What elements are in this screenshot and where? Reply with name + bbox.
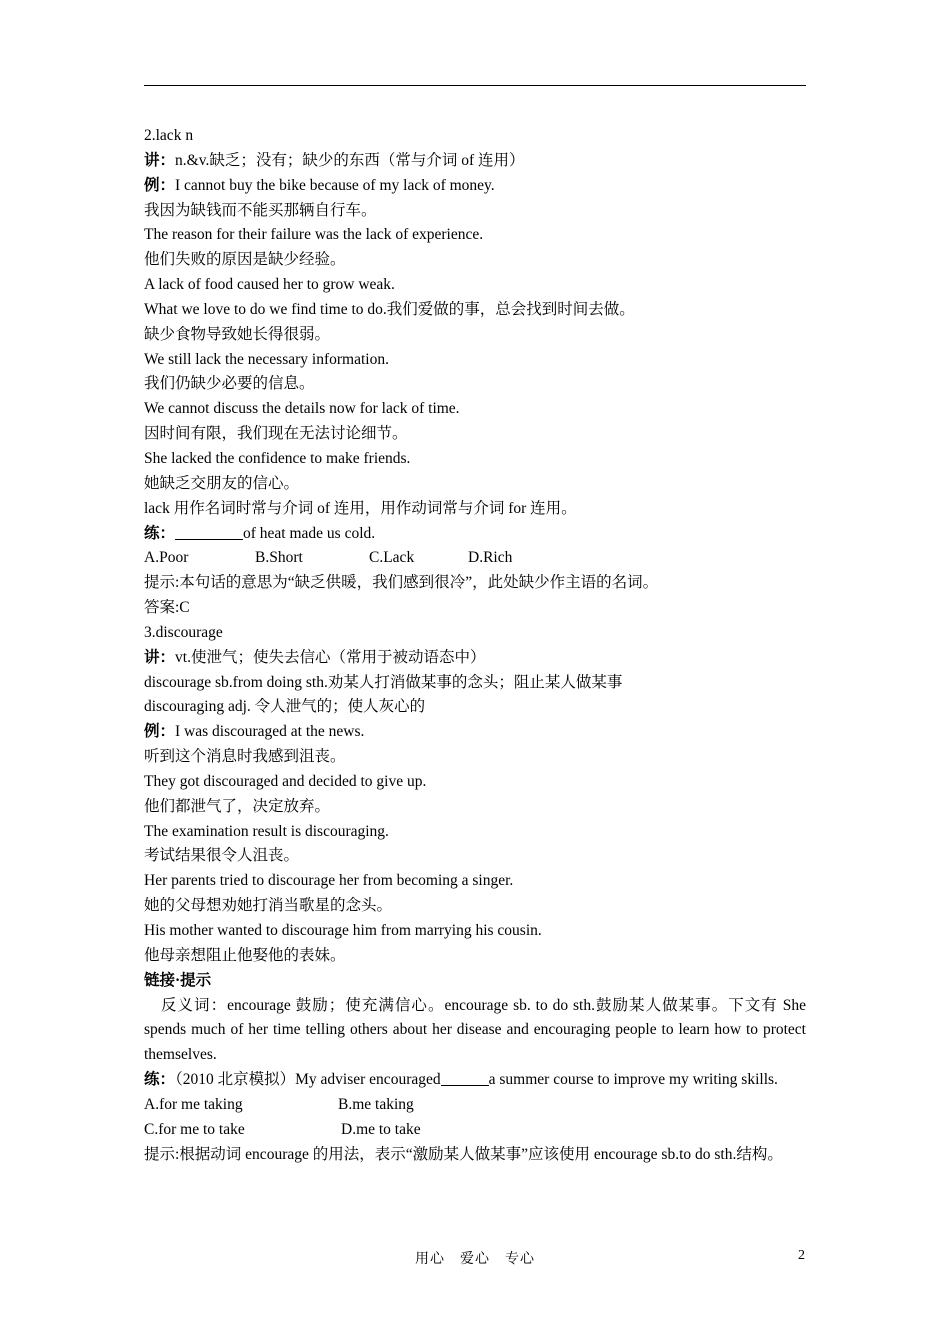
footer-motto: 用心 爱心 专心 — [415, 1252, 535, 1267]
example-line: 我因为缺钱而不能买那辆自行车。 — [144, 201, 377, 219]
explanation-line — [144, 149, 806, 174]
example-line: We cannot discuss the details now for lack of time. — [144, 400, 460, 418]
header-rule — [144, 85, 806, 86]
usage-line: discourage sb.from doing sth.劝某人打消做某事的念头；阻止某人做某事 — [144, 673, 623, 691]
example-line: The examination result is discouraging. — [144, 822, 389, 840]
example-line: 听到这个消息时我感到沮丧。 — [144, 748, 346, 766]
exercise-text: of heat made us cold. — [243, 524, 376, 542]
exercise-paragraph — [144, 1068, 806, 1093]
example-line: We still lack the necessary information. — [144, 350, 389, 368]
lian-label: 练： — [144, 524, 176, 542]
option-b: B.Short — [255, 549, 303, 567]
hint-paragraph: 提示:根据动词 encourage 的用法，表示“激励某人做某事”应该使用 encourage sb.to do sth.结构。 — [144, 1145, 783, 1163]
document-body — [144, 124, 806, 1167]
example-line: She lacked the confidence to make friends. — [144, 449, 411, 467]
hint-line: 提示:本句话的意思为“缺乏供暖，我们感到很冷”，此处缺少作主语的名词。 — [144, 574, 659, 592]
options-line — [144, 1118, 806, 1143]
example-text: I was discouraged at the news. — [175, 723, 365, 741]
example-line: His mother wanted to discourage him from marrying his cousin. — [144, 922, 542, 939]
option-b: B.me taking — [338, 1095, 414, 1113]
example-line: The reason for their failure was the lack of experience. — [144, 226, 484, 244]
example-line: 考试结果很令人沮丧。 — [144, 847, 300, 865]
exercise-text-post: a summer course to improve my writing skills. — [488, 1071, 778, 1089]
example-line: 他母亲想阻止他娶他的表妹。 — [144, 946, 346, 964]
example-line: 因时间有限，我们现在无法讨论细节。 — [144, 425, 408, 443]
option-c: C.for me to take — [144, 1120, 245, 1138]
explanation-text: n.&v.缺乏；没有；缺少的东西（常与介词 of 连用） — [175, 151, 525, 169]
jiang-label: 讲： — [144, 648, 176, 666]
usage-note: lack 用作名词时常与介词 of 连用，用作动词常与介词 for 连用。 — [144, 499, 577, 517]
option-c: C.Lack — [369, 549, 415, 567]
option-d: D.me to take — [341, 1120, 421, 1138]
example-line: 缺少食物导致她长得很弱。 — [144, 325, 331, 343]
explanation-text: vt.使泄气；使失去信心（常用于被动语态中） — [175, 648, 486, 666]
link-hint-paragraph: 反义词：encourage 鼓励；使充满信心。encourage sb. to do sth.鼓励某人做某事。下文有 She spends much of her time telling others about her disease and encouraging people to learn how to protect themselves. — [144, 996, 806, 1064]
options-line — [144, 546, 806, 571]
example-line: 他们都泄气了，决定放弃。 — [144, 797, 331, 815]
options-line — [144, 1093, 806, 1118]
li-label: 例： — [144, 176, 176, 194]
page-number: 2 — [798, 1248, 805, 1263]
answer-blank — [441, 1070, 489, 1086]
example-line: What we love to do we find time to do.我们爱做的事，总会找到时间去做。 — [144, 300, 635, 318]
option-a: A.Poor — [144, 549, 189, 567]
example-text: I cannot buy the bike because of my lack of money. — [175, 176, 495, 194]
exercise-text-pre: （2010 北京模拟）My adviser encouraged — [175, 1071, 441, 1089]
answer-line: 答案:C — [144, 599, 190, 617]
example-line: Her parents tried to discourage her from becoming a singer. — [144, 872, 514, 890]
example-line — [144, 720, 806, 745]
answer-blank — [175, 524, 243, 540]
example-line: 我们仍缺少必要的信息。 — [144, 375, 315, 393]
example-line: They got discouraged and decided to give up. — [144, 772, 427, 790]
section-heading-lack: 2.lack n — [144, 127, 194, 144]
option-d: D.Rich — [468, 549, 513, 567]
section-heading-discourage: 3.discourage — [144, 623, 223, 641]
jiang-label: 讲： — [144, 151, 176, 169]
example-line: A lack of food caused her to grow weak. — [144, 276, 395, 294]
example-line — [144, 174, 806, 199]
explanation-line — [144, 646, 806, 671]
li-label: 例： — [144, 723, 176, 741]
link-hint-heading: 链接·提示 — [144, 971, 212, 989]
option-a: A.for me taking — [144, 1095, 243, 1113]
usage-line: discouraging adj. 令人泄气的；使人灰心的 — [144, 698, 426, 716]
example-line: 她的父母想劝她打消当歌星的念头。 — [144, 897, 393, 915]
exercise-line — [144, 522, 806, 547]
example-line: 他们失败的原因是缺少经验。 — [144, 251, 346, 269]
lian-label: 练： — [144, 1071, 176, 1089]
example-line: 她缺乏交朋友的信心。 — [144, 474, 300, 492]
